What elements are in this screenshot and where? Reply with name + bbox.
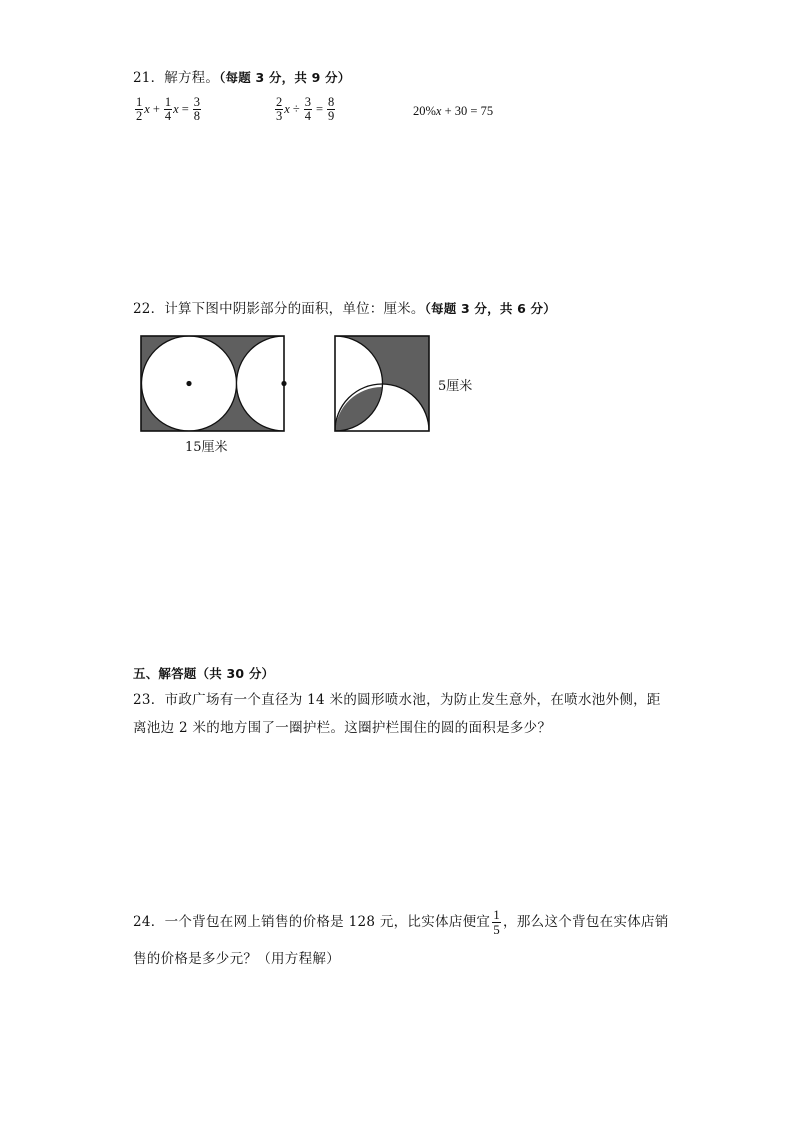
- q22-title: 22．计算下图中阴影部分的面积，单位：厘米。: [133, 301, 425, 317]
- q21-equation-3: 20% x + 30 = 75: [413, 104, 494, 118]
- q21-points: （每题 3 分，共 9 分）: [219, 70, 351, 85]
- q24-line-1: 24．一个背包在网上销售的价格是 128 元，比实体店便宜 $\frac{1}{5}$ ，那么这个背包在实体店销: [133, 907, 669, 937]
- q21-equation-2: $\frac{2}{3}$ x ÷ $\frac{3}{4}$ = $\frac{8}{9}$: [276, 95, 335, 123]
- q24-line-2: 售的价格是多少元？（用方程解）: [133, 951, 340, 967]
- fraction: $\frac{8}{9}$: [328, 95, 335, 123]
- q22-points: （每题 3 分，共 6 分）: [424, 301, 556, 316]
- section-5-points: （共 30 分）: [196, 666, 275, 681]
- q23-text: [133, 686, 661, 742]
- q24-fraction: $\frac{1}{5}$: [493, 907, 501, 937]
- q23-line-1: 23．市政广场有一个直径为 14 米的圆形喷水池，为防止发生意外，在喷水池外侧，距: [133, 692, 661, 708]
- figure-1-rectangle-circles: [138, 333, 290, 435]
- figure-1-edge-dot: [281, 381, 286, 386]
- q21-heading: [133, 66, 350, 86]
- q23-line-2: 离池边 2 米的地方围了一圈护栏。这圈护栏围住的圆的面积是多少？: [133, 720, 552, 736]
- figure-2-label: 5厘米: [438, 379, 473, 394]
- fraction: $\frac{3}{8}$: [193, 95, 200, 123]
- figure-2-square-arcs: [332, 333, 432, 435]
- fraction: $\frac{2}{3}$: [276, 95, 283, 123]
- fraction: $\frac{3}{4}$: [304, 95, 311, 123]
- figure-1-center-dot: [186, 381, 191, 386]
- fraction: $\frac{1}{4}$: [164, 95, 172, 123]
- q22-heading: [133, 297, 556, 317]
- q21-title: 21．解方程。: [133, 70, 220, 86]
- section-5-title: 五、解答题: [133, 666, 197, 681]
- figure-1-label: 15厘米: [185, 440, 228, 455]
- q21-equation-1: $\frac{1}{2}$ x + $\frac{1}{4}$ x = $\frac{3}{8}$: [136, 95, 200, 123]
- section-5-heading: [133, 664, 274, 682]
- fraction: $\frac{1}{2}$: [136, 95, 143, 123]
